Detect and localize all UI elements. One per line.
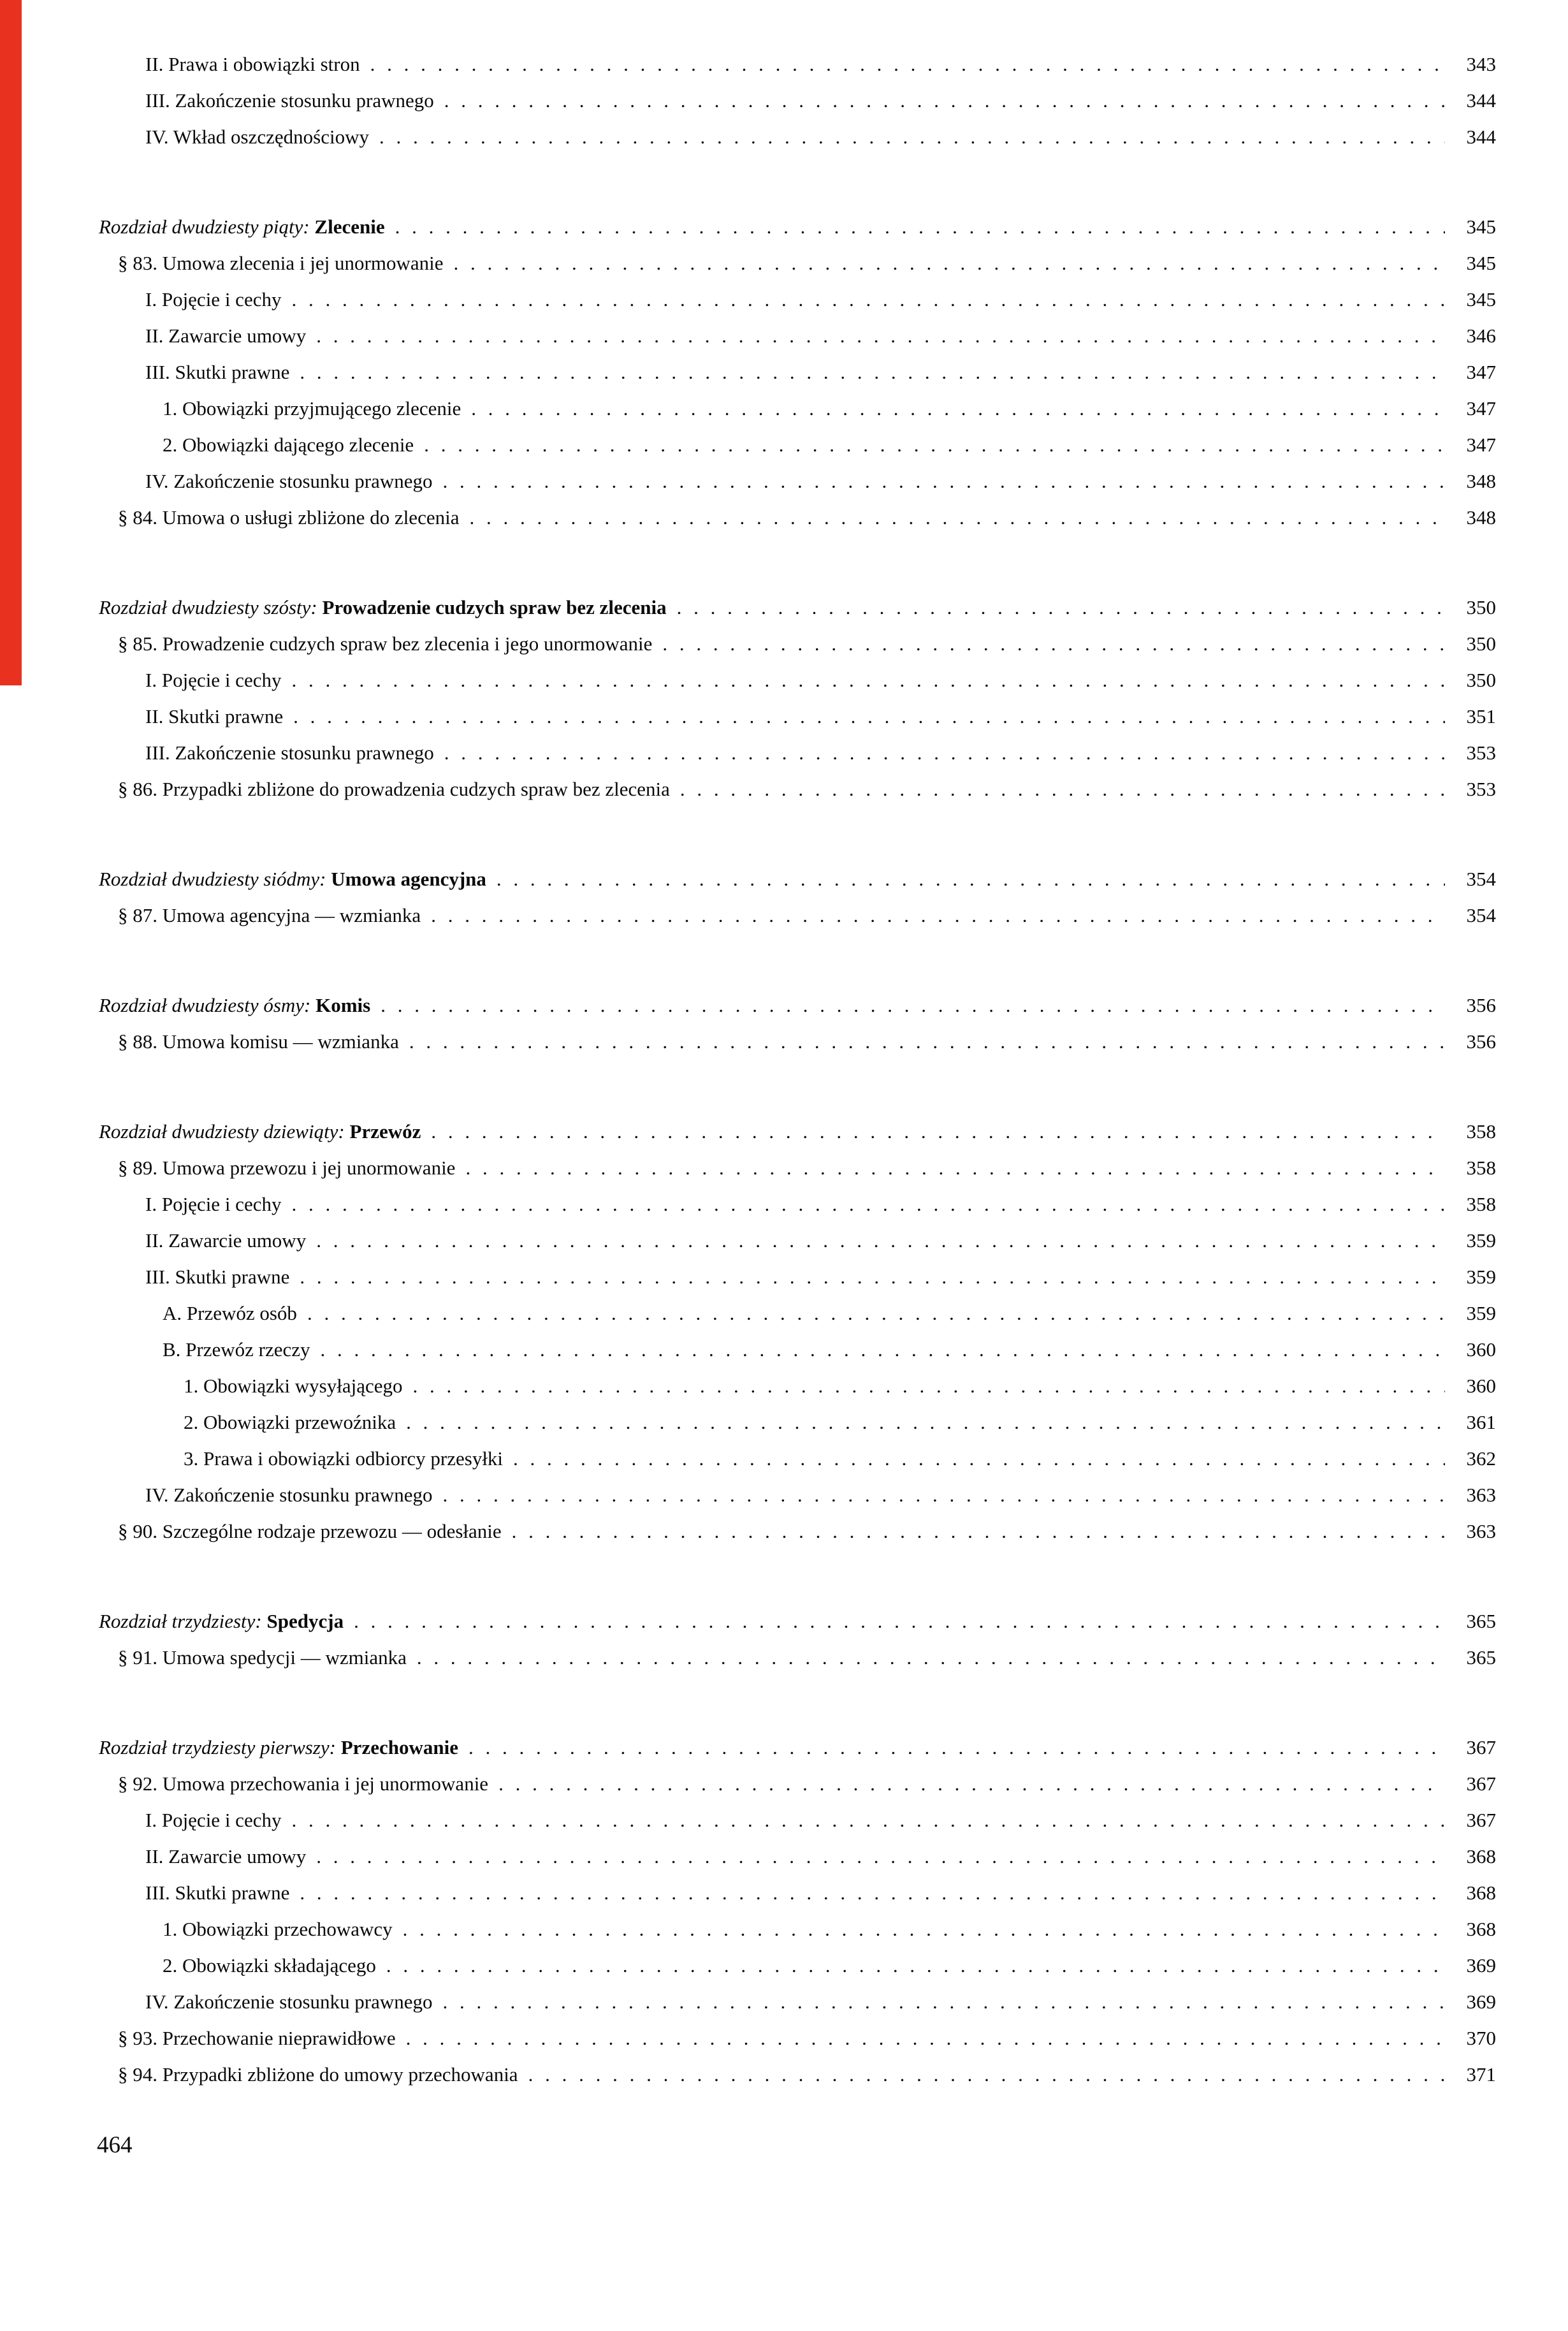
dot-leader bbox=[293, 698, 1445, 734]
toc-entry bbox=[99, 1765, 1496, 1802]
chapter-prefix: Rozdział dwudziesty ósmy: bbox=[99, 994, 311, 1016]
page-number: 367 bbox=[1466, 1772, 1496, 1795]
page-number: 347 bbox=[1466, 434, 1496, 456]
entry-label: A. Przewóz osób bbox=[163, 1302, 297, 1324]
dot-leader bbox=[512, 1513, 1445, 1549]
entry-label: § 83. Umowa zlecenia i jej unormowanie bbox=[118, 252, 444, 274]
page-number: 354 bbox=[1466, 868, 1496, 890]
dot-leader bbox=[424, 427, 1445, 463]
entry-label: 2. Obowiązki przewoźnika bbox=[184, 1411, 396, 1433]
page-number: 365 bbox=[1466, 1610, 1496, 1632]
dot-leader bbox=[316, 318, 1445, 354]
toc-entry bbox=[99, 1440, 1496, 1477]
entry-label: § 84. Umowa o usługi zbliżone do zlecenia bbox=[118, 506, 460, 529]
chapter-row bbox=[99, 1729, 1496, 1765]
dot-leader bbox=[395, 208, 1445, 245]
page-number: 359 bbox=[1466, 1266, 1496, 1288]
page-number: 350 bbox=[1466, 596, 1496, 618]
page-number: 356 bbox=[1466, 1030, 1496, 1053]
entry-label: § 93. Przechowanie nieprawidłowe bbox=[118, 2027, 396, 2049]
toc-entry bbox=[99, 1023, 1496, 1060]
chapter-title: Przewóz bbox=[349, 1120, 421, 1143]
toc-entry bbox=[99, 1639, 1496, 1676]
toc-entry bbox=[99, 1984, 1496, 2020]
dot-leader bbox=[321, 1331, 1445, 1368]
chapter-title: Spedycja bbox=[266, 1610, 344, 1632]
entry-label: § 90. Szczególne rodzaje przewozu — odesłanie bbox=[118, 1520, 502, 1542]
entry-label: 1. Obowiązki przechowawcy bbox=[163, 1918, 393, 1940]
dot-leader bbox=[379, 119, 1445, 155]
entry-label: III. Zakończenie stosunku prawnego bbox=[145, 89, 434, 112]
toc-entry bbox=[99, 281, 1496, 318]
toc-entry bbox=[99, 1186, 1496, 1222]
page-number: 347 bbox=[1466, 361, 1496, 383]
dot-leader bbox=[300, 1259, 1445, 1295]
page-number: 369 bbox=[1466, 1991, 1496, 2013]
chapter-prefix: Rozdział dwudziesty piąty: bbox=[99, 216, 310, 238]
toc-section bbox=[99, 1113, 1496, 1549]
entry-label: III. Skutki prawne bbox=[145, 1882, 290, 1904]
page-number: 348 bbox=[1466, 506, 1496, 529]
dot-leader bbox=[291, 662, 1445, 698]
page-number: 344 bbox=[1466, 126, 1496, 148]
toc-entry bbox=[99, 1295, 1496, 1331]
page-number: 361 bbox=[1466, 1411, 1496, 1433]
chapter-prefix: Rozdział dwudziesty siódmy: bbox=[99, 868, 326, 890]
toc-entry bbox=[99, 1331, 1496, 1368]
entry-label: § 88. Umowa komisu — wzmianka bbox=[118, 1030, 399, 1053]
page-number: 362 bbox=[1466, 1447, 1496, 1470]
entry-label: § 94. Przypadki zbliżone do umowy przechowania bbox=[118, 2063, 518, 2086]
toc-entry bbox=[99, 1947, 1496, 1984]
page-number: 365 bbox=[1466, 1646, 1496, 1669]
page-number: 350 bbox=[1466, 669, 1496, 691]
chapter-prefix: Rozdział dwudziesty szósty: bbox=[99, 596, 317, 618]
toc-entry bbox=[99, 427, 1496, 463]
toc-entry bbox=[99, 499, 1496, 536]
page-number: 368 bbox=[1466, 1918, 1496, 1940]
entry-label: 2. Obowiązki składającego bbox=[163, 1954, 376, 1977]
entry-label: I. Pojęcie i cechy bbox=[145, 1193, 282, 1215]
page-footer-number: 464 bbox=[97, 2132, 133, 2158]
toc-section bbox=[99, 987, 1496, 1060]
toc-entry bbox=[99, 1222, 1496, 1259]
dot-leader bbox=[386, 1947, 1445, 1984]
dot-leader bbox=[403, 1911, 1445, 1947]
toc-section bbox=[99, 861, 1496, 933]
toc-entry bbox=[99, 2020, 1496, 2056]
toc-section bbox=[99, 1603, 1496, 1676]
dot-leader bbox=[662, 625, 1445, 662]
dot-leader bbox=[291, 1802, 1445, 1838]
page-number: 371 bbox=[1466, 2063, 1496, 2086]
toc-entry bbox=[99, 771, 1496, 807]
chapter-row bbox=[99, 861, 1496, 897]
dot-leader bbox=[498, 1765, 1445, 1802]
toc-entry bbox=[99, 698, 1496, 734]
toc-entry bbox=[99, 1874, 1496, 1911]
toc-entry bbox=[99, 82, 1496, 119]
page-number: 363 bbox=[1466, 1484, 1496, 1506]
entry-label: B. Przewóz rzeczy bbox=[163, 1338, 310, 1361]
page-number: 360 bbox=[1466, 1338, 1496, 1361]
toc-entry bbox=[99, 119, 1496, 155]
entry-label: 3. Prawa i obowiązki odbiorcy przesyłki bbox=[184, 1447, 504, 1470]
entry-label: II. Skutki prawne bbox=[145, 705, 284, 727]
entry-label: IV. Zakończenie stosunku prawnego bbox=[145, 1484, 433, 1506]
chapter-title: Komis bbox=[316, 994, 371, 1016]
chapter-label bbox=[99, 1729, 458, 1765]
chapter-prefix: Rozdział dwudziesty dziewiąty: bbox=[99, 1120, 345, 1143]
red-margin-stripe bbox=[0, 0, 22, 685]
toc bbox=[99, 46, 1496, 2093]
dot-leader bbox=[443, 463, 1445, 499]
toc-section bbox=[99, 46, 1496, 155]
chapter-label bbox=[99, 861, 486, 897]
page-number: 346 bbox=[1466, 325, 1496, 347]
entry-label: § 91. Umowa spedycji — wzmianka bbox=[118, 1646, 407, 1669]
page-number: 344 bbox=[1466, 89, 1496, 112]
toc-entry bbox=[99, 463, 1496, 499]
toc-entry bbox=[99, 662, 1496, 698]
chapter-row bbox=[99, 1113, 1496, 1150]
toc-entry bbox=[99, 1259, 1496, 1295]
dot-leader bbox=[677, 589, 1445, 625]
toc-entry bbox=[99, 1150, 1496, 1186]
page-number: 369 bbox=[1466, 1954, 1496, 1977]
dot-leader bbox=[468, 1729, 1445, 1765]
page-number: 368 bbox=[1466, 1845, 1496, 1867]
page-number: 367 bbox=[1466, 1736, 1496, 1758]
toc-entry bbox=[99, 1477, 1496, 1513]
toc-section bbox=[99, 589, 1496, 807]
entry-label: III. Zakończenie stosunku prawnego bbox=[145, 742, 434, 764]
entry-label: 1. Obowiązki wysyłającego bbox=[184, 1375, 403, 1397]
page-number: 345 bbox=[1466, 288, 1496, 311]
toc-entry bbox=[99, 318, 1496, 354]
dot-leader bbox=[316, 1838, 1445, 1874]
toc-entry bbox=[99, 245, 1496, 281]
toc-entry bbox=[99, 1513, 1496, 1549]
page-number: 370 bbox=[1466, 2027, 1496, 2049]
dot-leader bbox=[469, 499, 1445, 536]
dot-leader bbox=[316, 1222, 1445, 1259]
entry-label: I. Pojęcie i cechy bbox=[145, 288, 282, 311]
entry-label: IV. Zakończenie stosunku prawnego bbox=[145, 470, 433, 492]
page-number: 347 bbox=[1466, 397, 1496, 420]
chapter-row bbox=[99, 987, 1496, 1023]
dot-leader bbox=[300, 354, 1445, 390]
page-number: 351 bbox=[1466, 705, 1496, 727]
chapter-title: Prowadzenie cudzych spraw bez zlecenia bbox=[322, 596, 667, 618]
toc-section bbox=[99, 208, 1496, 536]
entry-label: IV. Wkład oszczędnościowy bbox=[145, 126, 369, 148]
toc-entry bbox=[99, 1838, 1496, 1874]
page-number: 368 bbox=[1466, 1882, 1496, 1904]
entry-label: I. Pojęcie i cechy bbox=[145, 1809, 282, 1831]
entry-label: II. Zawarcie umowy bbox=[145, 1229, 307, 1252]
page-number: 359 bbox=[1466, 1302, 1496, 1324]
chapter-label bbox=[99, 1603, 344, 1639]
entry-label: II. Zawarcie umowy bbox=[145, 1845, 307, 1867]
dot-leader bbox=[443, 1984, 1445, 2020]
dot-leader bbox=[453, 245, 1445, 281]
toc-entry bbox=[99, 1368, 1496, 1404]
dot-leader bbox=[471, 390, 1445, 427]
entry-label: § 89. Umowa przewozu i jej unormowanie bbox=[118, 1157, 456, 1179]
chapter-prefix: Rozdział trzydziesty: bbox=[99, 1610, 262, 1632]
toc-entry bbox=[99, 46, 1496, 82]
entry-label: § 87. Umowa agencyjna — wzmianka bbox=[118, 904, 421, 926]
dot-leader bbox=[431, 1113, 1445, 1150]
toc-entry bbox=[99, 390, 1496, 427]
dot-leader bbox=[307, 1295, 1445, 1331]
toc-entry bbox=[99, 625, 1496, 662]
dot-leader bbox=[409, 1023, 1445, 1060]
dot-leader bbox=[443, 1477, 1445, 1513]
page-number: 343 bbox=[1466, 53, 1496, 75]
chapter-title: Umowa agencyjna bbox=[331, 868, 486, 890]
page-number: 359 bbox=[1466, 1229, 1496, 1252]
dot-leader bbox=[300, 1874, 1445, 1911]
page-number: 348 bbox=[1466, 470, 1496, 492]
chapter-row bbox=[99, 208, 1496, 245]
dot-leader bbox=[291, 281, 1445, 318]
dot-leader bbox=[406, 2020, 1445, 2056]
chapter-row bbox=[99, 1603, 1496, 1639]
dot-leader bbox=[513, 1440, 1445, 1477]
dot-leader bbox=[431, 897, 1445, 933]
entry-label: § 85. Prowadzenie cudzych spraw bez zlecenia i jego unormowanie bbox=[118, 632, 653, 655]
page-number: 345 bbox=[1466, 252, 1496, 274]
chapter-label bbox=[99, 589, 667, 625]
entry-label: I. Pojęcie i cechy bbox=[145, 669, 282, 691]
dot-leader bbox=[381, 987, 1445, 1023]
dot-leader bbox=[444, 82, 1445, 119]
entry-label: IV. Zakończenie stosunku prawnego bbox=[145, 1991, 433, 2013]
page-number: 353 bbox=[1466, 742, 1496, 764]
entry-label: II. Prawa i obowiązki stron bbox=[145, 53, 360, 75]
dot-leader bbox=[354, 1603, 1445, 1639]
page-number: 354 bbox=[1466, 904, 1496, 926]
dot-leader bbox=[528, 2056, 1445, 2093]
toc-section bbox=[99, 1729, 1496, 2093]
entry-label: 1. Obowiązki przyjmującego zlecenie bbox=[163, 397, 461, 420]
dot-leader bbox=[417, 1639, 1445, 1676]
chapter-title: Zlecenie bbox=[314, 216, 385, 238]
entry-label: § 92. Umowa przechowania i jej unormowanie bbox=[118, 1772, 489, 1795]
toc-entry bbox=[99, 1802, 1496, 1838]
dot-leader bbox=[680, 771, 1445, 807]
toc-entry bbox=[99, 1404, 1496, 1440]
chapter-label bbox=[99, 1113, 421, 1150]
dot-leader bbox=[465, 1150, 1445, 1186]
page-number: 350 bbox=[1466, 632, 1496, 655]
dot-leader bbox=[412, 1368, 1445, 1404]
chapter-prefix: Rozdział trzydziesty pierwszy: bbox=[99, 1736, 336, 1758]
page-number: 353 bbox=[1466, 778, 1496, 800]
chapter-title: Przechowanie bbox=[340, 1736, 458, 1758]
entry-label: 2. Obowiązki dającego zlecenie bbox=[163, 434, 414, 456]
toc-entry bbox=[99, 1911, 1496, 1947]
dot-leader bbox=[497, 861, 1445, 897]
page-number: 358 bbox=[1466, 1193, 1496, 1215]
toc-entry bbox=[99, 354, 1496, 390]
entry-label: II. Zawarcie umowy bbox=[145, 325, 307, 347]
page-number: 345 bbox=[1466, 216, 1496, 238]
page-number: 363 bbox=[1466, 1520, 1496, 1542]
page-number: 356 bbox=[1466, 994, 1496, 1016]
dot-leader bbox=[370, 46, 1445, 82]
dot-leader bbox=[291, 1186, 1445, 1222]
toc-entry bbox=[99, 734, 1496, 771]
page-number: 367 bbox=[1466, 1809, 1496, 1831]
chapter-row bbox=[99, 589, 1496, 625]
page-number: 358 bbox=[1466, 1120, 1496, 1143]
dot-leader bbox=[406, 1404, 1445, 1440]
entry-label: III. Skutki prawne bbox=[145, 1266, 290, 1288]
toc-entry bbox=[99, 897, 1496, 933]
dot-leader bbox=[444, 734, 1445, 771]
entry-label: § 86. Przypadki zbliżone do prowadzenia cudzych spraw bez zlecenia bbox=[118, 778, 670, 800]
entry-label: III. Skutki prawne bbox=[145, 361, 290, 383]
toc-entry bbox=[99, 2056, 1496, 2093]
page-number: 358 bbox=[1466, 1157, 1496, 1179]
chapter-label bbox=[99, 987, 370, 1023]
chapter-label bbox=[99, 208, 385, 245]
page-number: 360 bbox=[1466, 1375, 1496, 1397]
